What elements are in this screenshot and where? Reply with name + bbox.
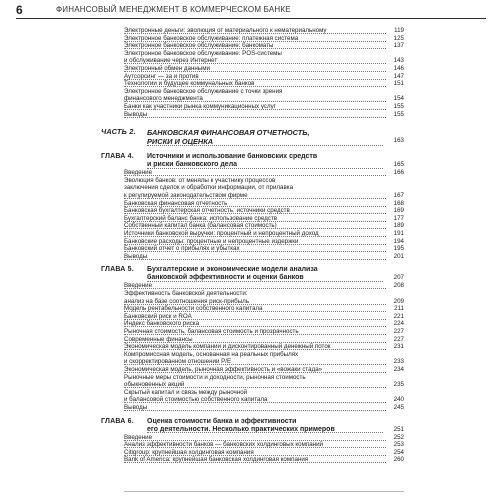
toc-entry-page: 252 [393, 433, 404, 441]
toc-entry-page: 143 [393, 57, 404, 65]
page-number: 6 [16, 3, 23, 17]
toc-entry-page: 253 [393, 441, 404, 449]
toc-entry-title: Bank of America: крупнейшая банковская холдинговая компания [124, 456, 309, 464]
toc-entry-title: Банковская бухгалтерская отчетность: источники средств [124, 207, 290, 215]
dot-leader [147, 145, 383, 146]
toc-entry-title: Источники банковской выручки: процентный и непроцентный доход [124, 230, 319, 237]
toc-entry-page: 177 [393, 214, 404, 222]
toc-entry-page: 154 [393, 95, 404, 103]
toc-entry-page: 209 [393, 297, 404, 305]
chapter-heading-page: 207 [393, 274, 404, 282]
toc-entry-title: Банковские расходы: процентные и непроцентные издержки [124, 237, 299, 245]
toc-entry-title: Электронные деньги: эволюция от материального к нематериальному [124, 27, 327, 34]
toc-entry-title: Рыночная стоимость, балансовая стоимость и прозрачность [124, 328, 299, 335]
toc-entry-title: Citigroup: крупнейшая холдинговая компания [124, 448, 254, 456]
toc-entry-page: 146 [393, 65, 404, 72]
toc-entry-page: 166 [393, 169, 404, 177]
toc-entry-page: 169 [393, 207, 404, 215]
toc-entry-page: 254 [393, 448, 404, 456]
chapter-heading-title: Источники и использование банковских средств и риски банковского дела [147, 153, 318, 169]
toc-entry-page: 224 [393, 320, 404, 328]
toc-entry-title: Выводы [124, 252, 148, 260]
dot-leader [124, 117, 386, 118]
toc-entry-page: 233 [393, 358, 404, 366]
toc-entry-title: Электронное банковское обслуживание: POS-системы и обслуживание через Интернет [124, 49, 282, 65]
toc-entry-page: 119 [394, 27, 404, 34]
toc-entry-page: 137 [393, 42, 404, 50]
toc-entry-title: Банки как участники рынка коммуникационных услуг [124, 103, 276, 110]
toc-entry-title: Электронный обмен данными [124, 65, 210, 72]
toc-entry-page: 189 [393, 222, 404, 230]
toc-entry-page: 191 [393, 230, 404, 237]
toc-entry-title: Выводы [124, 110, 148, 118]
dot-leader [124, 259, 386, 260]
chapter-heading-title: Бухгалтерские и экономические модели анализа банковской эффективности и оценки банков [147, 266, 318, 282]
toc-entry-title: Скрытый капитал и связь между рыночной и балансовой стоимостью собственного капитала [124, 388, 268, 404]
toc-entry-title: Электронное банковское обслуживание с точки зрения финансового менеджмента [124, 87, 283, 103]
toc-entry-title: Банковский риск и ROA [124, 312, 192, 320]
toc-entry-title: Электронное банковское обслуживание: платежная система [124, 34, 299, 42]
dot-leader [124, 462, 386, 463]
chapter-heading-label: ГЛАВА 4. [101, 153, 134, 161]
toc-entry-page: 201 [393, 252, 404, 260]
toc-entry-title: Собственный капитал банка (балансовая стоимость) [124, 222, 277, 230]
toc-entry-title: Компромиссная модель, основанная на реальных прибылях и скорректированном отношении P/E [124, 350, 299, 366]
part-heading-label: ЧАСТЬ 2. [101, 127, 136, 137]
chapter-heading-label: ГЛАВА 5. [101, 266, 134, 274]
toc-entry-title: Электронное банковское обслуживание: банкоматы [124, 42, 274, 50]
toc-entry-page: 227 [393, 335, 404, 343]
part-heading-page: 163 [393, 137, 404, 145]
toc-entry-page: 240 [393, 396, 404, 404]
toc-entry-page: 194 [393, 237, 404, 245]
toc-entry-title: Экономическая модель, рыночная эффективность и «вожаки стада» [124, 366, 323, 373]
toc-entry-title: Введение [124, 282, 153, 290]
toc-entry-page: 167 [393, 191, 404, 199]
bottom-rule [124, 491, 404, 492]
toc-entry-title: Модель рентабельности собственного капитала [124, 305, 263, 313]
toc-entry-page: 125 [393, 34, 404, 42]
toc-entry-title: Введение [124, 433, 153, 441]
chapter-heading-title: Оценка стоимости банка и эффективности его деятельности. Несколько практических примеров [147, 417, 335, 433]
toc-entry-page: 151 [393, 80, 404, 88]
toc-entry-title: Аутсорсинг — за и против [124, 72, 199, 80]
part-heading-title: БАНКОВСКАЯ ФИНАНСОВАЯ ОТЧЕТНОСТЬ, РИСКИ И ОЦЕНКА [147, 128, 310, 147]
toc-entry-page: 211 [394, 305, 404, 313]
dot-leader [124, 410, 386, 411]
chapter-heading-page: 251 [393, 425, 404, 433]
toc-entry-page: 147 [393, 72, 404, 80]
toc-entry-title: Выводы [124, 404, 148, 411]
toc-entry-title: Введение [124, 169, 153, 177]
toc-entry-page: 195 [393, 245, 404, 253]
toc-entry-title: Экономическая модель компании и дисконтированный денежный поток [124, 343, 331, 351]
toc-entry-page: 155 [393, 103, 404, 110]
toc-entry-title: Банковская финансовая отчетность [124, 199, 228, 207]
toc-entry-page: 221 [393, 312, 404, 320]
toc-entry-page: 234 [393, 366, 404, 373]
toc-entry-title: Анализ эффективности банков — банковских холдинговых компаний [124, 441, 323, 449]
toc-entry-page: 155 [393, 110, 404, 118]
toc-entry-page: 245 [393, 404, 404, 411]
toc-entry-page: 231 [393, 343, 404, 351]
chapter-heading-label: ГЛАВА 6. [101, 417, 134, 425]
toc-entry-title: Эффективность банковской деятельности: анализ на базе соотношения риск-прибыль [124, 290, 249, 305]
toc-entry-title: Банковский отчет о прибылях и убытках [124, 245, 240, 253]
toc-entry-title: Современные финансы [124, 335, 193, 343]
chapter-heading-page: 165 [393, 161, 404, 169]
toc-entry-page: 235 [393, 381, 404, 389]
toc-entry-title: Рыночные меры стоимости и доходности, рыночная стоимость обыкновенных акций [124, 373, 306, 389]
running-head: ФИНАНСОВЫЙ МЕНЕДЖМЕНТ В КОММЕРЧЕСКОМ БАНКЕ [56, 5, 291, 14]
toc-entry-title: Бухгалтерский баланс банка: использование средств [124, 214, 278, 222]
toc-entry-page: 227 [393, 328, 404, 335]
toc-entry-title: Эволюция банков: от менялы к участнику процессов заключения сделок и обработки информации, от прилавка к регулируемой законодательством фирме [124, 176, 294, 199]
toc-entry-title: Технологии и будущее коммунальных банков [124, 80, 255, 88]
toc-entry-page: 260 [393, 456, 404, 464]
toc-entry-title: Индекс банковского риска [124, 320, 200, 328]
toc-entry-page: 208 [393, 282, 404, 290]
toc-entry-page: 168 [393, 199, 404, 207]
